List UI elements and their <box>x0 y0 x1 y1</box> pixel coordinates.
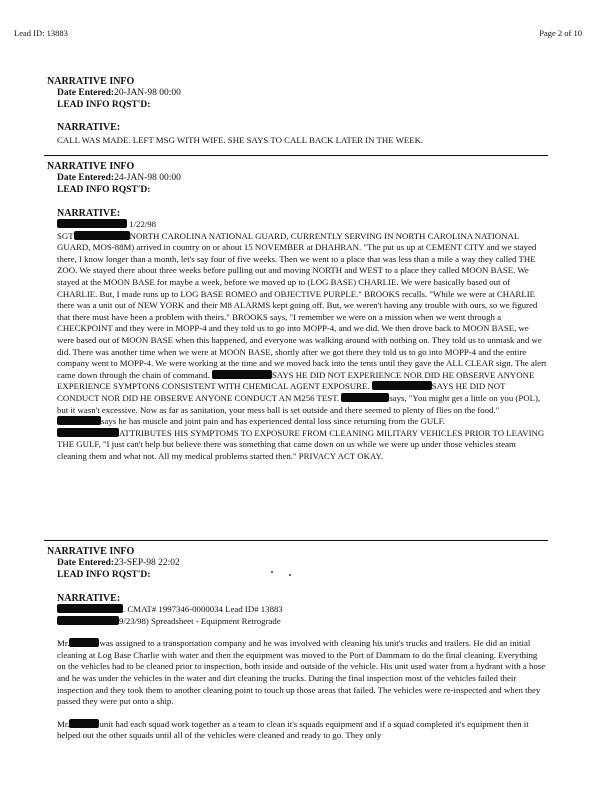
reference-line <box>57 604 547 616</box>
section-title: NARRATIVE INFO <box>47 76 135 87</box>
date-entered-label: Date Entered: <box>57 88 115 98</box>
date-entered-value: 20-JAN-98 00:00 <box>114 88 181 98</box>
scan-speck <box>289 574 291 576</box>
narrative-section-2 <box>47 161 547 462</box>
narrative-label: NARRATIVE: <box>57 593 121 604</box>
lead-id-header: Lead ID: 13883 <box>14 28 68 38</box>
date-entered-field <box>57 172 547 184</box>
narrative-paragraph-2 <box>57 416 547 428</box>
scan-speck <box>271 571 273 573</box>
redaction-block <box>69 638 99 647</box>
lead-info-rqstd-label: LEAD INFO RQST'D: <box>57 185 151 195</box>
lead-info-rqstd-label: LEAD INFO RQST'D: <box>57 100 151 110</box>
paragraph-text: says, "You might get a little on you (POL), but it wasn't excessive. Now as far as sanitation, your mess hall is set outside and there seemed to plenty of flies on the food." <box>57 392 541 415</box>
page-number: Page 2 of 10 <box>539 28 582 38</box>
paragraph-text: says he has muscle and joint pain and has experienced dental loss since returning from the GULF. <box>101 416 445 427</box>
spreadsheet-line <box>57 616 547 628</box>
mr-label: Mr. <box>57 638 70 649</box>
redaction-block <box>57 219 127 228</box>
date-line-text: 1/22/98 <box>129 219 157 229</box>
lead-info-rqstd-label: LEAD INFO RQST'D: <box>57 570 151 580</box>
paragraph-text: SAYS HE DID NOT CONDUCT NOR DID HE OBSERVE ANYONE CONDUCT AN M256 TEST. <box>57 381 506 403</box>
redaction-block <box>372 381 432 390</box>
narrative-label: NARRATIVE: <box>57 208 121 219</box>
paragraph-text: ATTRIBUTES HIS SYMPTOMS TO EXPOSURE FROM CLEANING MILITARY VEHICLES PRIOR TO LEAVING THE GULF, "I just can't help but believe there was something that came down on us while we were up under those vehicles steam cleaning them and what not. All my medical problems started then." PRIVACY ACT OKAY. <box>57 427 545 461</box>
redaction-block <box>74 231 130 240</box>
redaction-block <box>57 416 101 425</box>
narrative-paragraph-1 <box>57 231 547 417</box>
date-entered-value: 24-JAN-98 00:00 <box>114 173 181 183</box>
date-line <box>57 219 547 231</box>
date-entered-field <box>57 87 547 99</box>
date-entered-field <box>57 557 547 569</box>
paragraph-text: SAYS HE DID NOT EXPERIENCE NOR DID HE OBSERVE ANYONE EXPERIENCE SYMPTONS CONSISTENT WITH CHEMICAL AGENT EXPOSURE. <box>57 369 535 392</box>
narrative-section-3 <box>47 546 547 742</box>
narrative-paragraph-1 <box>57 638 547 708</box>
redaction-block <box>341 393 389 402</box>
narrative-section-1 <box>47 76 547 147</box>
redaction-block <box>57 616 119 625</box>
section-divider <box>44 155 548 156</box>
narrative-text: CALL WAS MADE. LEFT MSG WITH WIFE. SHE SAYS TO CALL BACK LATER IN THE WEEK. <box>57 135 424 145</box>
date-entered-label: Date Entered: <box>57 558 115 568</box>
section-title: NARRATIVE INFO <box>47 546 135 557</box>
narrative-body <box>57 219 547 462</box>
redaction-block <box>57 604 123 613</box>
paragraph-text: unit had each squad work together as a team to clean it's squads equipment and if a squad completed it's equipment then it helped out the other squads until all of the vehicles were cleaned and ready to go. They only <box>57 718 529 741</box>
paragraph-text: was assigned to a transportation company and he was involved with cleaning his unit's trucks and trailers. He did an initial cleaning at Log Base Charlie with water and then the equipment was moved to the Port of Dammam to do the final cleaning. Everything on the vehicles had to be cleaned prior to inspection, both inside and outside of the vehicle. His unit used water from a hydrant with a hose and he was under the vehicles in the water and dirt cleaning the trucks. During the final inspection most of the vehicles failed their inspection and they took them to another cleaning point to touch up those areas that failed. The vehicles were re-inspected and when they passed they were put onto a ship. <box>57 638 546 707</box>
narrative-body <box>57 604 547 742</box>
narrative-paragraph-2 <box>57 719 547 742</box>
redaction-block <box>69 719 99 728</box>
date-entered-value: 23-SEP-98 22:02 <box>114 558 180 568</box>
section-title: NARRATIVE INFO <box>47 161 135 172</box>
section-divider <box>44 540 548 541</box>
date-entered-label: Date Entered: <box>57 173 115 183</box>
mr-label: Mr. <box>57 718 70 729</box>
redaction-block <box>212 370 272 379</box>
narrative-paragraph-3 <box>57 428 547 463</box>
narrative-label: NARRATIVE: <box>57 122 121 133</box>
paragraph-text: NORTH CAROLINA NATIONAL GUARD, CURRENTLY SERVING IN NORTH CAROLINA NATIONAL GUARD, MOS-88M) arrived in country on or about 15 NOVEMBER at DHAHRAN. "The put us up at CEMENT CITY and we stayed there, I know longer than a month, let's say four of five weeks. Then we went to a place that was less than a mile a way they called THE ZOO. We stayed there about three weeks before pulling out and moving NORTH and WEST to a place they called MOON BASE. We stayed at the MOON BASE for maybe a week, before we moved up to (LOG BASE) CHARLIE. We were basically based out of CHARLIE. But, I made runs up to LOG BASE ROMEO and OBJECTIVE PURPLE." BROOKS recalls. "While we were at CHARLIE there was a unit out of NEW YORK and their M8 ALARMS kept going off. But, we weren't having any trouble with ours, so we figured that there must have been a problem with theirs." BROOKS says, "I remember we were on a mission when we went through a CHECKPOINT and they were in MOPP-4 and they told us to go into MOPP-4, and we did. We then drove back to MOON BASE, we were based out of MOON BASE when this happened, and everyone was walking around with nothing on. They told us to unmask and we did. There was another time when we were at MOON BASE, shortly after we got there they told us to go into MOPP-4 and the entire company went to MOPP-4. We were working at the time and we moved back into the tents until they gave the ALL CLEAR sign. The alert came down through the chain of command. <box>57 230 547 380</box>
reference-text: . CMAT# 1997346-0000034 Lead ID# 13883 <box>123 604 283 614</box>
redaction-block <box>57 428 119 437</box>
spreadsheet-text: 9/23/98) Spreadsheet - Equipment Retrograde <box>119 615 281 626</box>
sgt-label: SGT <box>57 230 74 241</box>
